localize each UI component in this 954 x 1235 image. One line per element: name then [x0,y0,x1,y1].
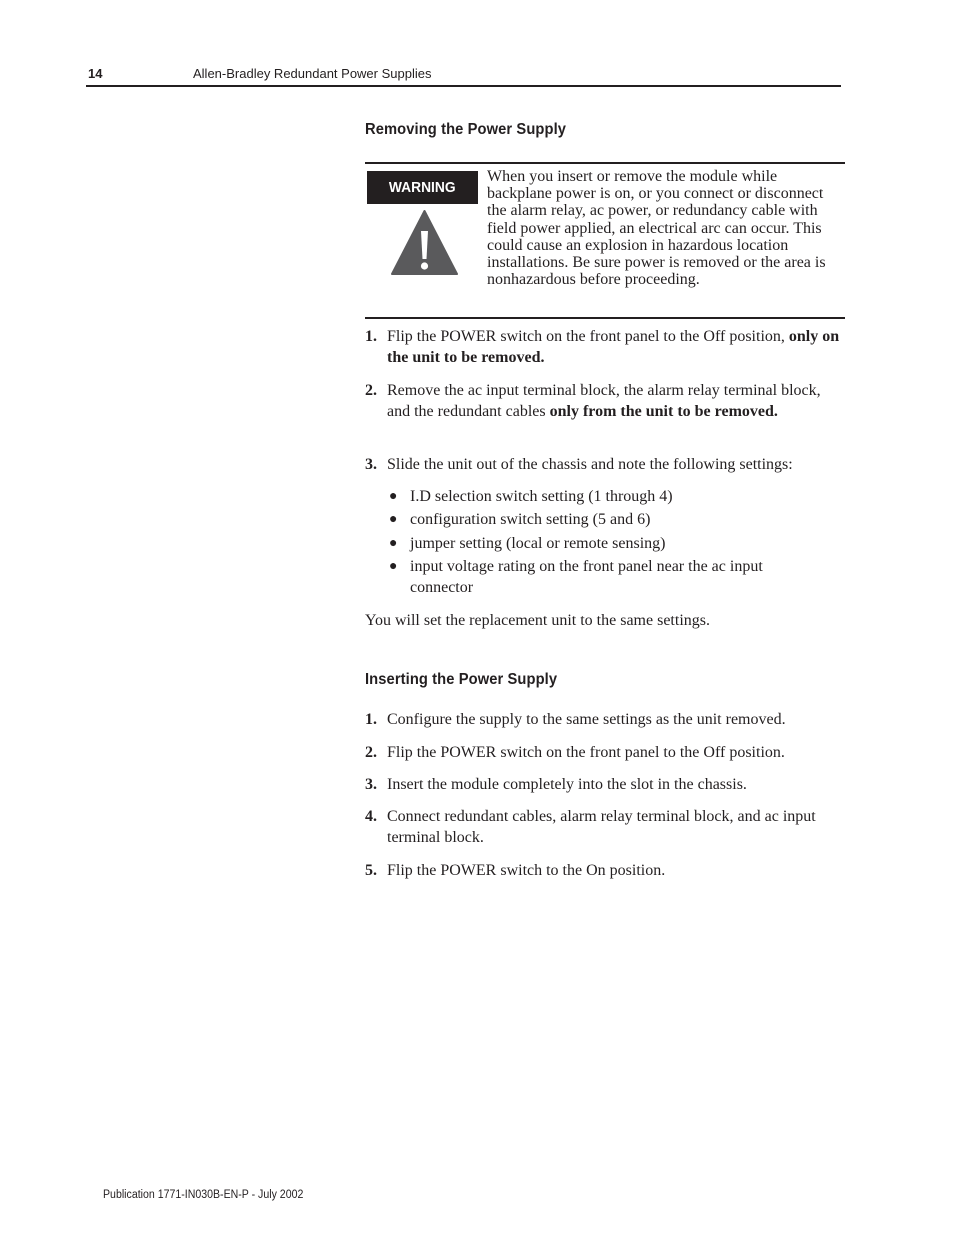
step-number: 1. [365,328,377,345]
step-number: 2. [365,382,377,399]
publication-footer: Publication 1771-IN030B-EN-P - July 2002 [103,1189,304,1201]
bullet-icon: ● [389,535,398,551]
step-emphasis: only on the unit to be removed. [387,328,840,366]
step-text: Insert the module completely into the slot in the chassis. [387,776,747,793]
warning-label: WARNING [389,179,456,196]
step-number: 1. [365,711,377,728]
inserting-step-5 [365,860,845,881]
list-item-text: input voltage rating on the front panel near the ac input connector [410,557,763,596]
step-text: Remove the ac input terminal block, the alarm relay terminal block, and the redundant cables [387,382,821,420]
list-item [388,509,828,530]
step-number: 3. [365,456,377,473]
step-number: 3. [365,776,377,793]
warning-badge [367,171,478,204]
step-emphasis: only from the unit to be removed. [549,403,778,420]
step-text: Flip the POWER switch on the front panel to the Off position, [387,328,789,345]
removing-step-1 [365,326,845,368]
section-heading-removing: Removing the Power Supply [365,121,567,138]
warning-bottom-rule [365,317,845,319]
step-text: Flip the POWER switch on the front panel to the Off position. [387,744,785,761]
section-heading-inserting: Inserting the Power Supply [365,671,558,688]
removing-step-2 [365,380,845,422]
list-item [388,556,828,598]
header-rule [86,85,841,87]
inserting-step-4 [365,806,845,848]
warning-top-rule [365,162,845,164]
step-number: 4. [365,808,377,825]
warning-text: When you insert or remove the module while backplane power is on, or you connect or disconnect the alarm relay, ac power, or redundancy cable with field power applied, an electrical arc can occur. This could cause an explosion in hazardous location installations. Be sure power is removed or the area is nonhazardous before proceeding. [487,168,826,289]
inserting-step-2 [365,742,845,763]
step-number: 5. [365,862,377,879]
closing-paragraph: You will set the replacement unit to the same settings. [365,612,710,629]
step-text: Slide the unit out of the chassis and note the following settings: [387,456,793,473]
bullet-icon: ● [389,489,398,504]
bullet-icon: ● [389,512,398,528]
running-title: Allen-Bradley Redundant Power Supplies [193,66,432,81]
bullet-icon: ● [389,558,398,574]
list-item [388,486,828,507]
inserting-step-1 [365,709,845,730]
list-item-text: configuration switch setting (5 and 6) [410,511,651,529]
list-item [388,533,828,554]
inserting-step-3 [365,774,845,795]
step-number: 2. [365,744,377,761]
list-item-text: jumper setting (local or remote sensing) [410,534,666,552]
step-text: Connect redundant cables, alarm relay terminal block, and ac input terminal block. [387,808,816,846]
step-text: Configure the supply to the same settings as the unit removed. [387,711,786,728]
step-text: Flip the POWER switch to the On position. [387,862,666,879]
page-number: 14 [88,66,103,81]
settings-list [388,486,828,600]
removing-step-3 [365,454,845,475]
list-item-text: I.D selection switch setting (1 through 4) [410,488,673,505]
warning-triangle-icon [391,209,458,276]
